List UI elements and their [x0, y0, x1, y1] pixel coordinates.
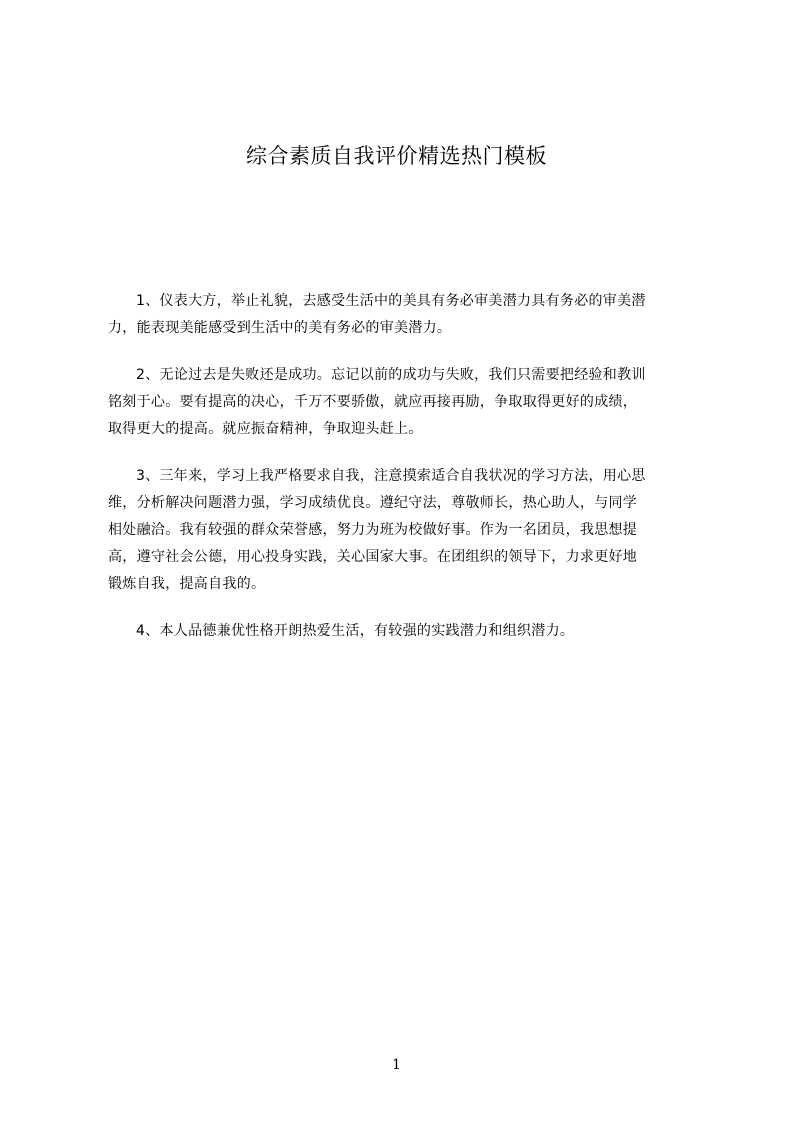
paragraph-line: 相处融洽。我有较强的群众荣誉感，努力为班为校做好事。作为一名团员，我思想提	[108, 522, 638, 538]
paragraph-line: 高，遵守社会公德，用心投身实践，关心国家大事。在团组织的领导下，力求更好地	[108, 549, 638, 565]
document-body	[108, 288, 688, 665]
paragraph-4	[108, 618, 688, 645]
page-number: 1	[392, 1057, 401, 1073]
paragraph-line: 铭刻于心。要有提高的决心，千万不要骄傲，就应再接再励，争取取得更好的成绩，	[108, 394, 638, 410]
paragraph-3	[108, 463, 688, 598]
paragraph-1	[108, 288, 688, 342]
paragraph-line: 维，分析解决问题潜力强，学习成绩优良。遵纪守法，尊敬师长，热心助人，与同学	[108, 495, 638, 511]
paragraph-line: 1、仪表大方，举止礼貌，去感受生活中的美具有务必审美潜力具有务必的审美潜	[136, 293, 646, 309]
paragraph-line: 锻炼自我，提高自我的。	[108, 576, 266, 592]
paragraph-line: 力，能表现美能感受到生活中的美有务必的审美潜力。	[108, 320, 452, 336]
paragraph-line: 取得更大的提高。就应振奋精神，争取迎头赶上。	[108, 421, 423, 437]
paragraph-line: 3、三年来，学习上我严格要求自我，注意摸索适合自我状况的学习方法，用心思	[136, 468, 646, 484]
paragraph-2	[108, 362, 688, 443]
paragraph-line: 2、无论过去是失败还是成功。忘记以前的成功与失败，我们只需要把经验和教训	[136, 367, 646, 383]
document-title: 综合素质自我评价精选热门模板	[246, 144, 547, 168]
paragraph-line: 4、本人品德兼优性格开朗热爱生活，有较强的实践潜力和组织潜力。	[136, 623, 575, 639]
